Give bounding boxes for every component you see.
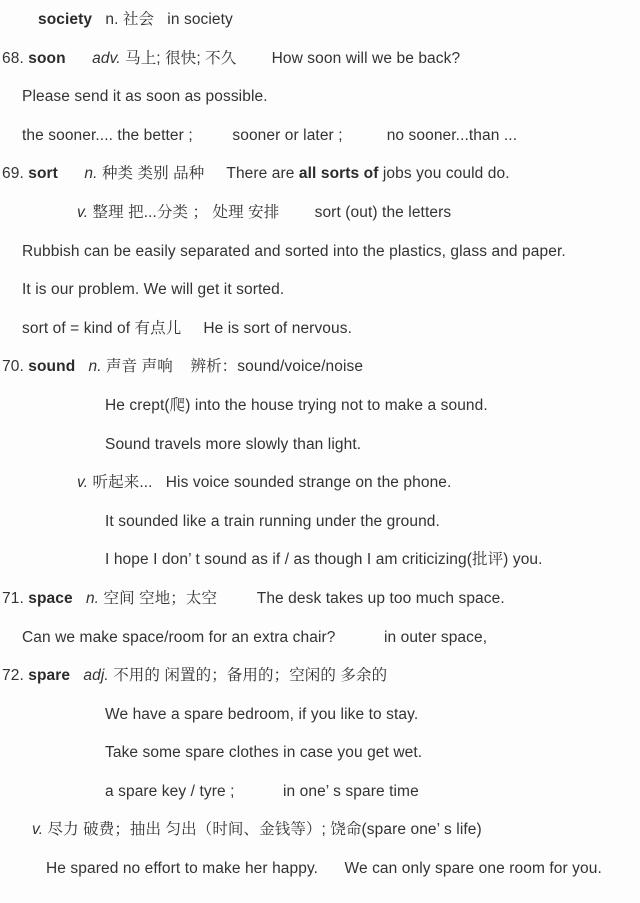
part-of-speech: n. <box>84 165 98 183</box>
doc-line <box>0 348 640 387</box>
text-segment: 72. <box>2 667 29 685</box>
doc-line <box>0 619 640 658</box>
text-segment: Can we make space/room for an extra chair? in outer space, <box>22 628 488 646</box>
text-segment: He crept(爬) into the house trying not to make a sound. <box>105 396 488 414</box>
text-segment <box>73 590 86 607</box>
text-segment: Take some spare clothes in case you get wet. <box>105 744 423 762</box>
text-segment: 70. <box>2 358 29 376</box>
text-segment: 68. <box>2 49 29 67</box>
text-segment: Please send it as soon as possible. <box>22 88 268 106</box>
text-segment: Rubbish can be easily separated and sorted into the plastics, glass and paper. <box>22 242 566 260</box>
text-segment: It sounded like a train running under the ground. <box>105 512 440 530</box>
doc-line <box>0 155 640 194</box>
text-segment: Sound travels more slowly than light. <box>105 435 362 453</box>
text-segment: We have a spare bedroom, if you like to stay. <box>105 705 419 723</box>
part-of-speech: adj. <box>83 667 109 685</box>
text-segment: n. 社会 in society <box>92 11 233 28</box>
doc-line <box>0 426 640 465</box>
part-of-speech: n. <box>88 358 102 376</box>
headword: all sorts of <box>298 165 379 183</box>
headword: spare <box>28 667 71 685</box>
vocabulary-list <box>0 1 640 889</box>
part-of-speech: v. <box>77 203 89 221</box>
doc-line <box>0 541 640 580</box>
text-segment: I hope I don’ t sound as if / as though I am criticizing(批评) you. <box>105 551 543 569</box>
text-segment: 听起来... His voice sounded strange on the phone. <box>88 474 452 492</box>
text-segment: 声音 声响 辨析：sound/voice/noise <box>101 358 364 376</box>
doc-line <box>0 271 640 310</box>
doc-line <box>0 850 640 889</box>
doc-line <box>0 734 640 773</box>
text-segment: 71. <box>2 589 29 607</box>
text-segment: 整理 把...分类 ； 处理 安排 sort (out) the letters <box>88 203 452 221</box>
doc-line <box>0 657 640 696</box>
doc-line <box>0 310 640 349</box>
text-segment: He spared no effort to make her happy. We can only spare one room for you. <box>46 860 602 878</box>
text-segment <box>66 50 92 67</box>
part-of-speech: v. <box>77 474 89 492</box>
doc-line <box>0 78 640 117</box>
text-segment: 马上; 很快; 不久 How soon will we be back? <box>120 49 461 67</box>
doc-line <box>0 117 640 156</box>
doc-line <box>0 503 640 542</box>
doc-line <box>0 580 640 619</box>
text-segment: sort of = kind of 有点儿 He is sort of nervous. <box>22 319 352 337</box>
text-segment: a spare key / tyre ; in one’ s spare time <box>105 782 419 800</box>
text-segment <box>70 667 83 684</box>
headword: sort <box>28 165 58 183</box>
doc-line <box>0 811 640 850</box>
part-of-speech: n. <box>85 589 100 607</box>
doc-line <box>0 1 640 40</box>
headword: space <box>28 589 73 607</box>
text-segment: jobs you could do. <box>378 165 510 183</box>
doc-line <box>0 194 640 233</box>
headword: soon <box>28 49 66 67</box>
text-segment: 69. <box>2 165 29 183</box>
text-segment: the sooner.... the better ; sooner or later ; no sooner...than ... <box>22 126 518 144</box>
part-of-speech: adv. <box>92 49 121 67</box>
doc-line <box>0 773 640 812</box>
doc-line <box>0 696 640 735</box>
text-segment <box>58 165 84 182</box>
doc-line <box>0 387 640 426</box>
text-segment: It is our problem. We will get it sorted. <box>22 281 285 299</box>
doc-line <box>0 40 640 79</box>
text-segment: 种类 类别 品种 There are <box>97 165 299 183</box>
doc-line <box>0 464 640 503</box>
text-segment: 尽力 破费；抽出 匀出（时间、金钱等）; 饶命(spare one’ s life) <box>43 821 482 839</box>
text-segment <box>75 358 88 375</box>
text-segment: 空间 空地；太空 The desk takes up too much space. <box>99 589 505 607</box>
part-of-speech: v. <box>32 821 44 839</box>
headword: sound <box>28 358 76 376</box>
headword: society <box>38 11 93 28</box>
text-segment: 不用的 闲置的；备用的；空闲的 多余的 <box>108 667 388 685</box>
doc-line <box>0 233 640 272</box>
